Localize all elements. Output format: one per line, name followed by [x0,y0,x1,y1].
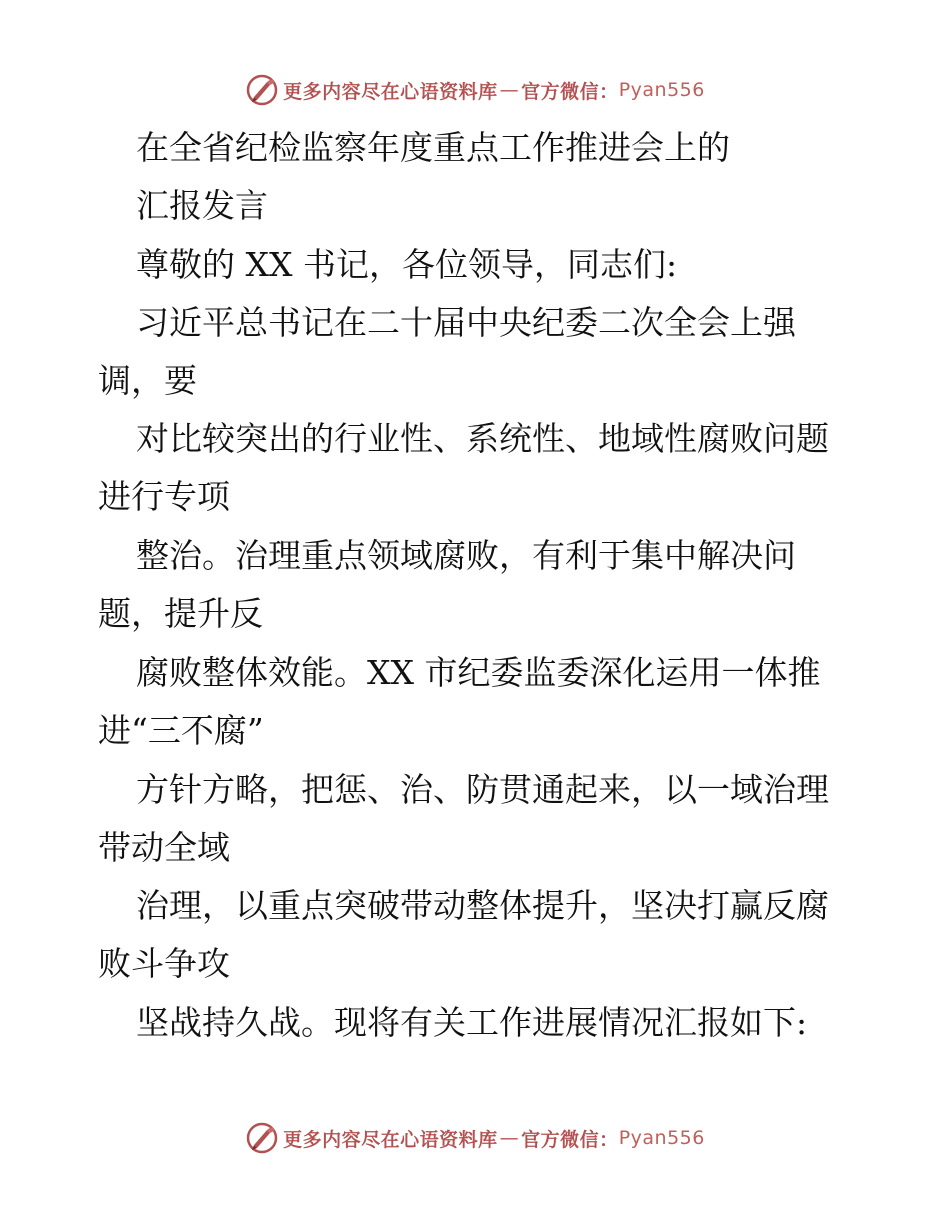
footer-watermark [0,1118,950,1158]
salutation: 尊敬的 XX 书记，各位领导，同志们: [136,245,678,284]
watermark-separator: — [499,1127,520,1149]
paragraph-line: 败斗争攻 [98,944,230,983]
watermark-handle: Pyan556 [618,1127,705,1149]
watermark-main-text: 更多内容尽在心语资料库 [283,80,498,103]
quill-pen-logo-icon [245,1121,279,1155]
watermark-label: 官方微信： [521,1128,619,1151]
paragraph-line: 坚战持久战。现将有关工作进展情况汇报如下: [136,1003,808,1042]
paragraph-line: 习近平总书记在二十届中央纪委二次全会上强 [136,303,796,342]
paragraph-line: 治理，以重点突破带动整体提升，坚决打赢反腐 [136,886,829,925]
quill-pen-logo-icon [245,73,279,107]
paragraph-line: 方针方略，把惩、治、防贯通起来，以一域治理 [136,770,829,809]
watermark-separator: — [499,79,520,101]
watermark-handle: Pyan556 [618,79,705,101]
paragraph-line: 腐败整体效能。XX 市纪委监委深化运用一体推 [136,653,821,692]
document-title-line-2: 汇报发言 [136,186,268,225]
watermark-main-text: 更多内容尽在心语资料库 [283,1128,498,1151]
watermark-label: 官方微信： [521,80,619,103]
paragraph-line: 整治。治理重点领域腐败，有利于集中解决问 [136,536,796,575]
paragraph-line: 进行专项 [98,477,230,516]
header-watermark [0,70,950,110]
paragraph-line: 调，要 [98,361,197,400]
document-title-line-1: 在全省纪检监察年度重点工作推进会上的 [136,128,730,167]
paragraph-line: 对比较突出的行业性、系统性、地域性腐败问题 [136,419,829,458]
paragraph-line: 进“三不腐” [98,711,264,750]
paragraph-line: 题，提升反 [98,594,263,633]
paragraph-line: 带动全域 [98,828,230,867]
